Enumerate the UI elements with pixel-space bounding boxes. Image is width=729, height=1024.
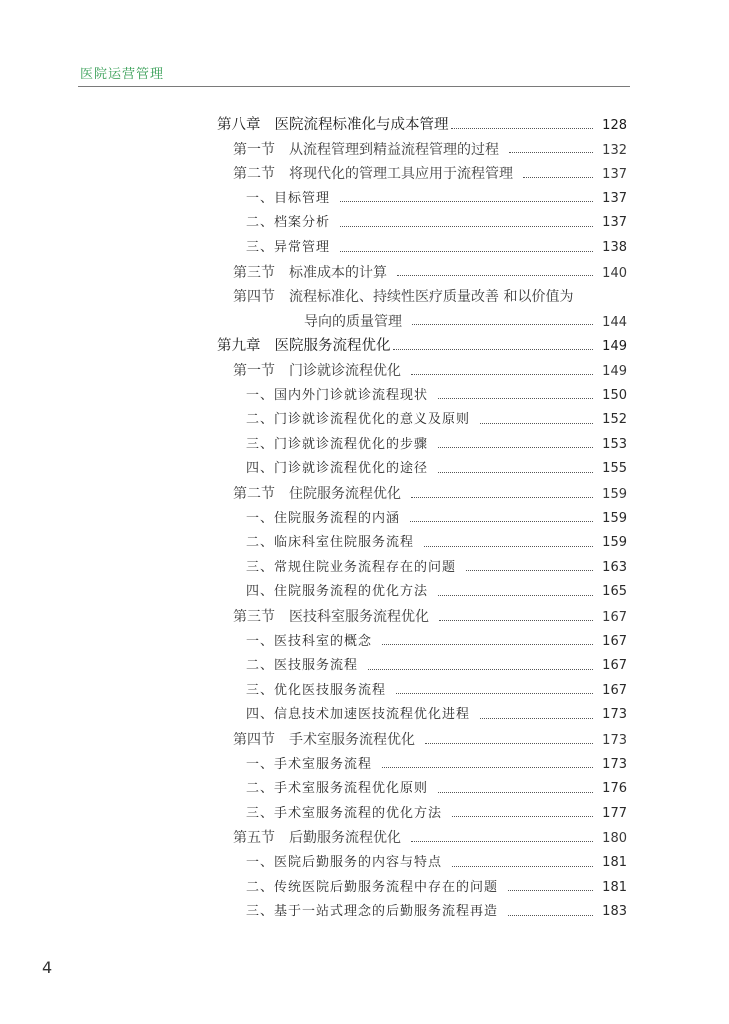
- dot-leader: [438, 447, 593, 448]
- toc-entry[interactable]: [233, 285, 627, 309]
- page-number: 4: [42, 958, 53, 977]
- toc-entry-number: 第四节: [233, 289, 275, 306]
- toc-entry[interactable]: [246, 384, 627, 408]
- toc-entry[interactable]: [246, 580, 627, 604]
- toc-entry-title: 二、医技服务流程: [246, 658, 359, 674]
- dot-leader: [523, 177, 593, 178]
- toc-entry-page: 176: [602, 781, 627, 797]
- toc-entry[interactable]: [246, 802, 627, 826]
- toc-entry-title: 后勤服务流程优化: [289, 830, 401, 847]
- toc-entry[interactable]: [246, 507, 627, 531]
- toc-entry-page: 159: [602, 487, 627, 502]
- toc-entry[interactable]: [233, 728, 627, 752]
- toc-entry-number: 第四节: [233, 732, 275, 748]
- toc-entry-page: 155: [602, 461, 627, 477]
- toc-entry-number: 第二节: [233, 166, 275, 183]
- toc-entry-page: 137: [602, 167, 627, 183]
- toc-entry-title: 二、传统医院后勤服务流程中存在的问题: [246, 879, 499, 895]
- dot-leader: [382, 767, 593, 768]
- dot-leader: [439, 620, 593, 621]
- dot-leader: [397, 275, 593, 276]
- toc-entry-title: 一、医技科室的概念: [246, 633, 373, 649]
- toc-entry-title: 三、基于一站式理念的后勤服务流程再造: [246, 904, 499, 920]
- toc-entry-title: 四、住院服务流程的优化方法: [246, 584, 429, 600]
- toc-entry[interactable]: [233, 138, 627, 162]
- toc-entry[interactable]: [246, 630, 627, 654]
- toc-entry[interactable]: [217, 113, 627, 137]
- toc-entry-number: 第九章: [217, 338, 261, 355]
- toc-entry-page: 132: [602, 142, 627, 158]
- toc-entry[interactable]: [246, 777, 627, 801]
- dot-leader: [438, 595, 593, 596]
- toc-entry[interactable]: [246, 753, 627, 777]
- running-header: 医院运营管理: [80, 67, 165, 82]
- dot-leader: [411, 374, 593, 375]
- dot-leader: [382, 644, 593, 645]
- toc-entry[interactable]: [246, 236, 627, 260]
- dot-leader: [509, 152, 593, 153]
- header-divider: [78, 86, 630, 87]
- toc-entry-page: 167: [602, 633, 627, 649]
- toc-entry-title: 二、手术室服务流程优化原则: [246, 781, 429, 797]
- dot-leader: [424, 546, 593, 547]
- toc-entry[interactable]: [233, 826, 627, 850]
- toc-entry-page: 163: [602, 559, 627, 575]
- toc-entry[interactable]: [246, 211, 627, 235]
- toc-entry-title: 二、门诊就诊流程优化的意义及原则: [246, 412, 471, 428]
- toc-entry-page: 181: [602, 879, 627, 895]
- toc-entry-page: 140: [602, 265, 627, 281]
- toc-entry-title: 一、国内外门诊就诊流程现状: [246, 387, 429, 403]
- toc-entry-number: 第二节: [233, 486, 275, 502]
- dot-leader: [425, 743, 593, 744]
- toc-entry-title: 三、手术室服务流程的优化方法: [246, 805, 443, 821]
- toc-entry-title: 从流程管理到精益流程管理的过程: [289, 141, 499, 158]
- toc-entry-title: 一、医院后勤服务的内容与特点: [246, 855, 443, 870]
- toc-entry-title: 住院服务流程优化: [289, 486, 401, 502]
- toc-entry-page: 181: [602, 855, 627, 870]
- toc-entry-title: 门诊就诊流程优化: [289, 363, 401, 379]
- dot-leader: [452, 866, 593, 867]
- toc-entry-title: 流程标准化、持续性医疗质量改善 和以价值为: [289, 289, 574, 306]
- dot-leader: [438, 472, 593, 473]
- toc-entry[interactable]: [233, 482, 627, 506]
- toc-entry-title: 医院服务流程优化: [274, 338, 391, 355]
- toc-entry[interactable]: [246, 556, 627, 580]
- dot-leader: [411, 497, 593, 498]
- dot-leader: [466, 570, 593, 571]
- toc-entry-page: 159: [602, 535, 627, 551]
- toc-entry-title: 医技科室服务流程优化: [289, 609, 429, 625]
- dot-leader: [438, 398, 593, 399]
- toc-entry-page: 150: [602, 387, 627, 403]
- toc-entry-title: 导向的质量管理: [304, 313, 402, 330]
- toc-entry[interactable]: [246, 679, 627, 703]
- toc-entry-page: 159: [602, 510, 627, 526]
- toc-entry[interactable]: [246, 187, 627, 211]
- toc-entry-page: 165: [602, 584, 627, 600]
- toc-entry-title: 三、异常管理: [246, 240, 331, 255]
- dot-leader: [340, 251, 593, 252]
- toc-entry-title: 四、信息技术加速医技流程优化进程: [246, 707, 471, 723]
- dot-leader: [480, 423, 593, 424]
- toc-entry-page: 137: [602, 190, 627, 206]
- toc-entry-number: 第三节: [233, 264, 275, 281]
- toc-entry-page: 183: [602, 904, 627, 920]
- toc-entry-title: 二、档案分析: [246, 215, 331, 231]
- toc-entry-page: 177: [602, 805, 627, 821]
- toc-entry-title: 四、门诊就诊流程优化的途径: [246, 461, 429, 477]
- toc-entry[interactable]: [246, 531, 627, 555]
- toc-entry-page: 173: [602, 733, 627, 748]
- toc-entry-page: 173: [602, 756, 627, 772]
- dot-leader: [438, 792, 593, 793]
- toc-entry-page: 167: [602, 610, 627, 625]
- toc-entry-page: 149: [602, 339, 627, 355]
- dot-leader: [412, 324, 593, 325]
- dot-leader: [508, 915, 593, 916]
- toc-entry[interactable]: [233, 261, 627, 285]
- toc-entry-title: 手术室服务流程优化: [289, 732, 415, 748]
- toc-entry[interactable]: [246, 457, 627, 481]
- toc-entry-page: 173: [602, 707, 627, 723]
- toc-entry-title: 一、目标管理: [246, 190, 331, 206]
- toc-entry-number: 第三节: [233, 609, 275, 625]
- toc-entry-title: 三、常规住院业务流程存在的问题: [246, 559, 457, 575]
- toc-entry-title: 三、优化医技服务流程: [246, 682, 387, 698]
- toc-entry-page: 137: [602, 215, 627, 231]
- toc-entry[interactable]: [217, 334, 627, 358]
- toc-entry-number: 第八章: [217, 117, 261, 133]
- dot-leader: [410, 521, 593, 522]
- toc-entry-title: 三、门诊就诊流程优化的步骤: [246, 436, 429, 452]
- toc-entry-page: 138: [602, 240, 627, 255]
- dot-leader: [451, 128, 594, 129]
- dot-leader: [393, 349, 594, 350]
- toc-entry[interactable]: [246, 851, 627, 875]
- dot-leader: [411, 841, 593, 842]
- toc-entry-page: 153: [602, 436, 627, 452]
- toc-entry-page: 167: [602, 658, 627, 674]
- toc-entry[interactable]: [246, 876, 627, 900]
- toc-entry[interactable]: [233, 162, 627, 186]
- toc-entry-page: 144: [602, 314, 627, 330]
- dot-leader: [508, 890, 593, 891]
- toc-entry-page: 128: [602, 118, 627, 133]
- toc-entry-title: 一、手术室服务流程: [246, 756, 373, 772]
- toc-entry-page: 167: [602, 682, 627, 698]
- dot-leader: [340, 201, 593, 202]
- toc-entry-page: 149: [602, 364, 627, 379]
- dot-leader: [368, 669, 593, 670]
- toc-entry-title: 医院流程标准化与成本管理: [274, 117, 449, 133]
- toc-entry-number: 第一节: [233, 363, 275, 379]
- toc-entry-title: 将现代化的管理工具应用于流程管理: [289, 166, 513, 183]
- toc-entry[interactable]: [233, 359, 627, 383]
- toc-entry[interactable]: [233, 605, 627, 629]
- toc-entry-title: 一、住院服务流程的内涵: [246, 510, 401, 526]
- toc-entry-number: 第一节: [233, 141, 275, 158]
- dot-leader: [452, 816, 593, 817]
- toc-entry-title: 标准成本的计算: [289, 264, 387, 281]
- toc-entry-title: 二、临床科室住院服务流程: [246, 535, 415, 551]
- toc-entry-page: 152: [602, 412, 627, 428]
- dot-leader: [340, 226, 593, 227]
- toc-entry[interactable]: [246, 654, 627, 678]
- dot-leader: [480, 718, 593, 719]
- toc-entry[interactable]: [246, 408, 627, 432]
- dot-leader: [396, 693, 593, 694]
- toc-entry[interactable]: [246, 900, 627, 924]
- toc-entry[interactable]: [290, 310, 627, 334]
- toc-entry[interactable]: [246, 433, 627, 457]
- toc-entry[interactable]: [246, 703, 627, 727]
- toc-entry-number: 第五节: [233, 830, 275, 847]
- toc-entry-page: 180: [602, 831, 627, 847]
